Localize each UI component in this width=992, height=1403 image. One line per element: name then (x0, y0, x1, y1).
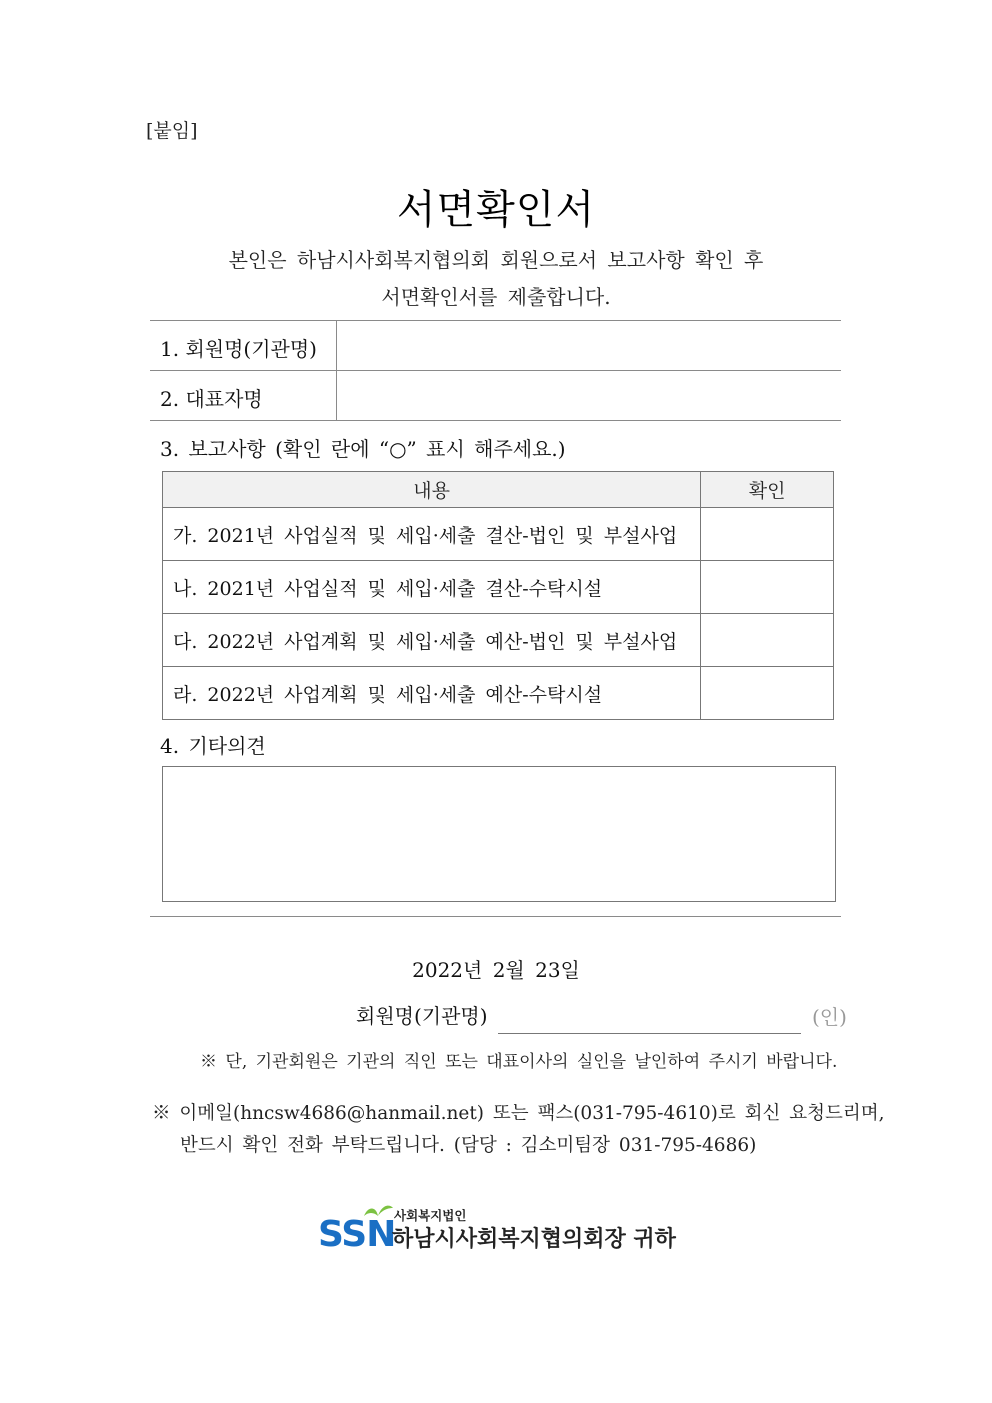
report-item: 가. 2021년 사업실적 및 세입·세출 결산-법인 및 부설사업 (163, 508, 701, 561)
report-row (163, 667, 834, 720)
report-item: 다. 2022년 사업계획 및 세입·세출 예산-법인 및 부설사업 (163, 614, 701, 667)
report-section-label: 3. 보고사항 (확인 란에 “○” 표시 해주세요.) (160, 437, 566, 461)
form-bottom-rule (150, 916, 841, 917)
seal-mark: (인) (812, 1005, 847, 1029)
report-header-row (163, 472, 834, 508)
form-column-divider (336, 320, 337, 420)
member-name-label: 1. 회원명(기관명) (160, 337, 317, 361)
representative-label: 2. 대표자명 (160, 387, 263, 411)
attachment-label: [붙임] (146, 120, 198, 142)
content-column-header: 내용 (163, 472, 701, 508)
check-cell[interactable] (701, 614, 834, 667)
leaf-icon (362, 1204, 394, 1220)
intro-line-1: 본인은 하남시사회복지협의회 회원으로서 보고사항 확인 후 (228, 248, 764, 272)
member-name-field[interactable] (340, 322, 838, 368)
contact-line-2: 반드시 확인 전화 부탁드립니다. (담당 : 김소미팀장 031-795-4686) (180, 1135, 757, 1156)
report-row (163, 561, 834, 614)
seal-note: ※ 단, 기관회원은 기관의 직인 또는 대표이사의 실인을 날인하여 주시기 바랍니다. (200, 1052, 838, 1072)
signature-line[interactable] (498, 1033, 801, 1034)
intro-line-2: 서면확인서를 제출합니다. (381, 285, 611, 309)
contact-line-1: ※ 이메일(hncsw4686@hanmail.net) 또는 팩스(031-795-4610)로 회신 요청드리며, (152, 1103, 885, 1124)
report-row (163, 508, 834, 561)
check-cell[interactable] (701, 561, 834, 614)
logo-subtitle: 사회복지법인 (394, 1208, 467, 1223)
other-opinion-label: 4. 기타의견 (160, 734, 266, 758)
ssn-logo-text: SSN (318, 1214, 396, 1255)
check-cell[interactable] (701, 508, 834, 561)
form-row-divider (150, 370, 841, 371)
report-row (163, 614, 834, 667)
report-item: 라. 2022년 사업계획 및 세입·세출 예산-수탁시설 (163, 667, 701, 720)
representative-field[interactable] (340, 372, 838, 418)
report-item: 나. 2021년 사업실적 및 세입·세출 결산-수탁시설 (163, 561, 701, 614)
signature-label: 회원명(기관명) (356, 1004, 488, 1028)
page-title: 서면확인서 (396, 187, 596, 233)
other-opinion-box[interactable] (162, 766, 836, 902)
submission-date: 2022년 2월 23일 (412, 958, 580, 982)
check-cell[interactable] (701, 667, 834, 720)
form-row-divider (150, 420, 841, 421)
form-top-rule (150, 320, 841, 321)
check-column-header: 확인 (701, 472, 834, 508)
addressee: 하남시사회복지협의회장 귀하 (392, 1227, 676, 1252)
report-table (162, 471, 834, 720)
organization-logo (318, 1202, 698, 1258)
